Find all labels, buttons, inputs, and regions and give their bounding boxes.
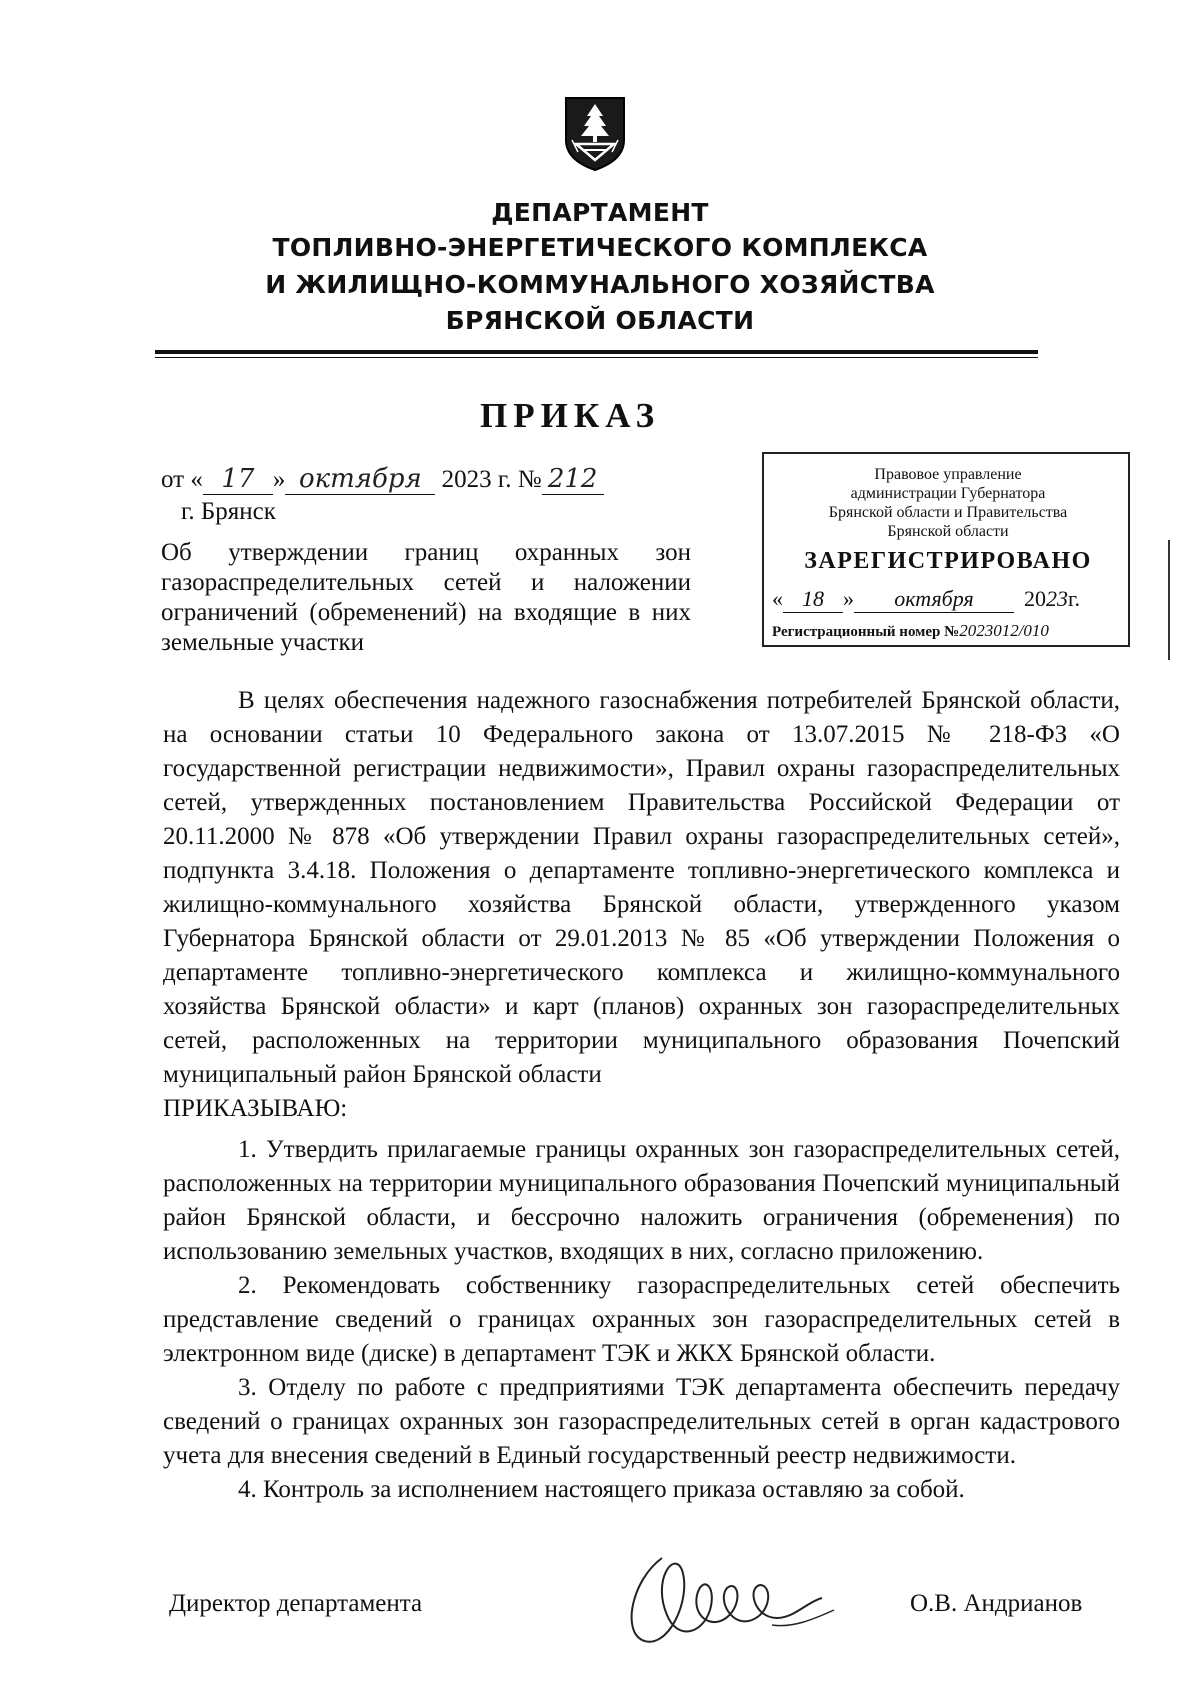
stamp-year-prefix: 20 [1024, 586, 1046, 611]
signatory-title: Директор департамента [169, 1590, 423, 1617]
bryansk-coat-of-arms-icon [560, 94, 630, 172]
stamp-date-mid: » [843, 586, 854, 611]
date-prefix: от « [161, 466, 203, 493]
date-mid: » [272, 466, 286, 493]
header-divider-thick [155, 350, 1038, 354]
stamp-year-suffix: 23 [1046, 586, 1068, 611]
date-year: 2023 г. [435, 466, 512, 493]
order-items [163, 1133, 1120, 1507]
order-item-3: 3. Отделу по работе с предприятиями ТЭК департамента обеспечить передачу сведений о границах охранных зон газораспределительных сетей в орган кадастрового учета для внесения сведений в Единый государственный реестр недвижимости. [163, 1374, 1120, 1469]
department-line-1: ДЕПАРТАМЕНТ [491, 198, 709, 227]
department-line-3: И ЖИЛИЩНО-КОММУНАЛЬНОГО ХОЗЯЙСТВА [265, 270, 935, 299]
order-item-4: 4. Контроль за исполнением настоящего приказа оставляю за собой. [238, 1476, 965, 1503]
order-word: ПРИКАЗЫВАЮ: [163, 1095, 348, 1122]
stamp-month: октября [854, 586, 1014, 613]
order-item-2: 2. Рекомендовать собственнику газораспределительных сетей обеспечить представление сведений о границах охранных зон газораспределительных сетей в электронном виде (диске) в департамент ТЭК и ЖКХ Брянской области. [163, 1272, 1120, 1367]
stamp-date [772, 586, 1124, 613]
preamble-paragraph [163, 684, 1120, 1092]
header-divider-thin [155, 357, 1038, 358]
order-date-line [161, 464, 604, 495]
stamp-date-prefix: « [772, 586, 783, 611]
stamp-year-end: г. [1068, 586, 1081, 611]
signatory-name: О.В. Андрианов [910, 1590, 1083, 1617]
stamp-reg-label: Регистрационный номер № [772, 624, 960, 640]
city: г. Брянск [181, 498, 276, 525]
stamp-line-4: Брянской области [887, 523, 1009, 540]
page-title: ПРИКАЗ [480, 396, 661, 435]
order-subject: Об утверждении границ охранных зон газораспределительных сетей и наложении ограничений (обременений) на входящие в них земельные участки [161, 539, 691, 656]
preamble-text: В целях обеспечения надежного газоснабжения потребителей Брянской области, на основании статьи 10 Федерального закона от 13.07.2015 № 218-ФЗ «О государственной регистрации недвижимости», Правил охраны газораспределительных сетей, утвержденных постановлением Правительства Российской Федерации от 20.11.2000 № 878 «Об утверждении Правил охраны газораспределительных сетей», подпункта 3.4.18. Положения о департаменте топливно-энергетического комплекса и жилищно-коммунального хозяйства Брянской области, утвержденного указом Губернатора Брянской области от 29.01.2013 № 85 «Об утверждении Положения о департаменте топливно-энергетического комплекса и жилищно-коммунального хозяйства Брянской области» и карт (планов) охранных зон газораспределительных сетей, расположенных на территории муниципального образования Почепский муниципальный район Брянской области [163, 687, 1120, 1088]
stamp-edge-mark [1168, 540, 1170, 660]
department-line-2: ТОПЛИВНО-ЭНЕРГЕТИЧЕСКОГО КОМПЛЕКСА [272, 233, 928, 262]
stamp-status: ЗАРЕГИСТРИРОВАНО [804, 548, 1092, 574]
order-item-1: 1. Утвердить прилагаемые границы охранных зон газораспределительных сетей, расположенных на территории муниципального образования Почепский муниципальный район Брянской области, и бессрочно наложить ограничения (обременения) по использованию земельных участков, входящих в них, согласно приложению. [163, 1136, 1120, 1265]
stamp-line-1: Правовое управление [874, 466, 1022, 483]
stamp-registration-number [772, 621, 1124, 641]
department-line-4: БРЯНСКОЙ ОБЛАСТИ [445, 306, 755, 335]
stamp-day: 18 [783, 586, 843, 613]
handwritten-signature-icon [622, 1540, 872, 1660]
date-day: 17 [203, 464, 273, 495]
stamp-reg-number: 2023012/010 [959, 621, 1049, 640]
stamp-line-2: администрации Губернатора [850, 485, 1046, 502]
order-number: 212 [542, 464, 604, 495]
stamp-line-3: Брянской области и Правительства [828, 504, 1068, 521]
number-prefix: № [511, 466, 542, 493]
registration-stamp [762, 452, 1130, 647]
date-month: октября [285, 464, 435, 495]
